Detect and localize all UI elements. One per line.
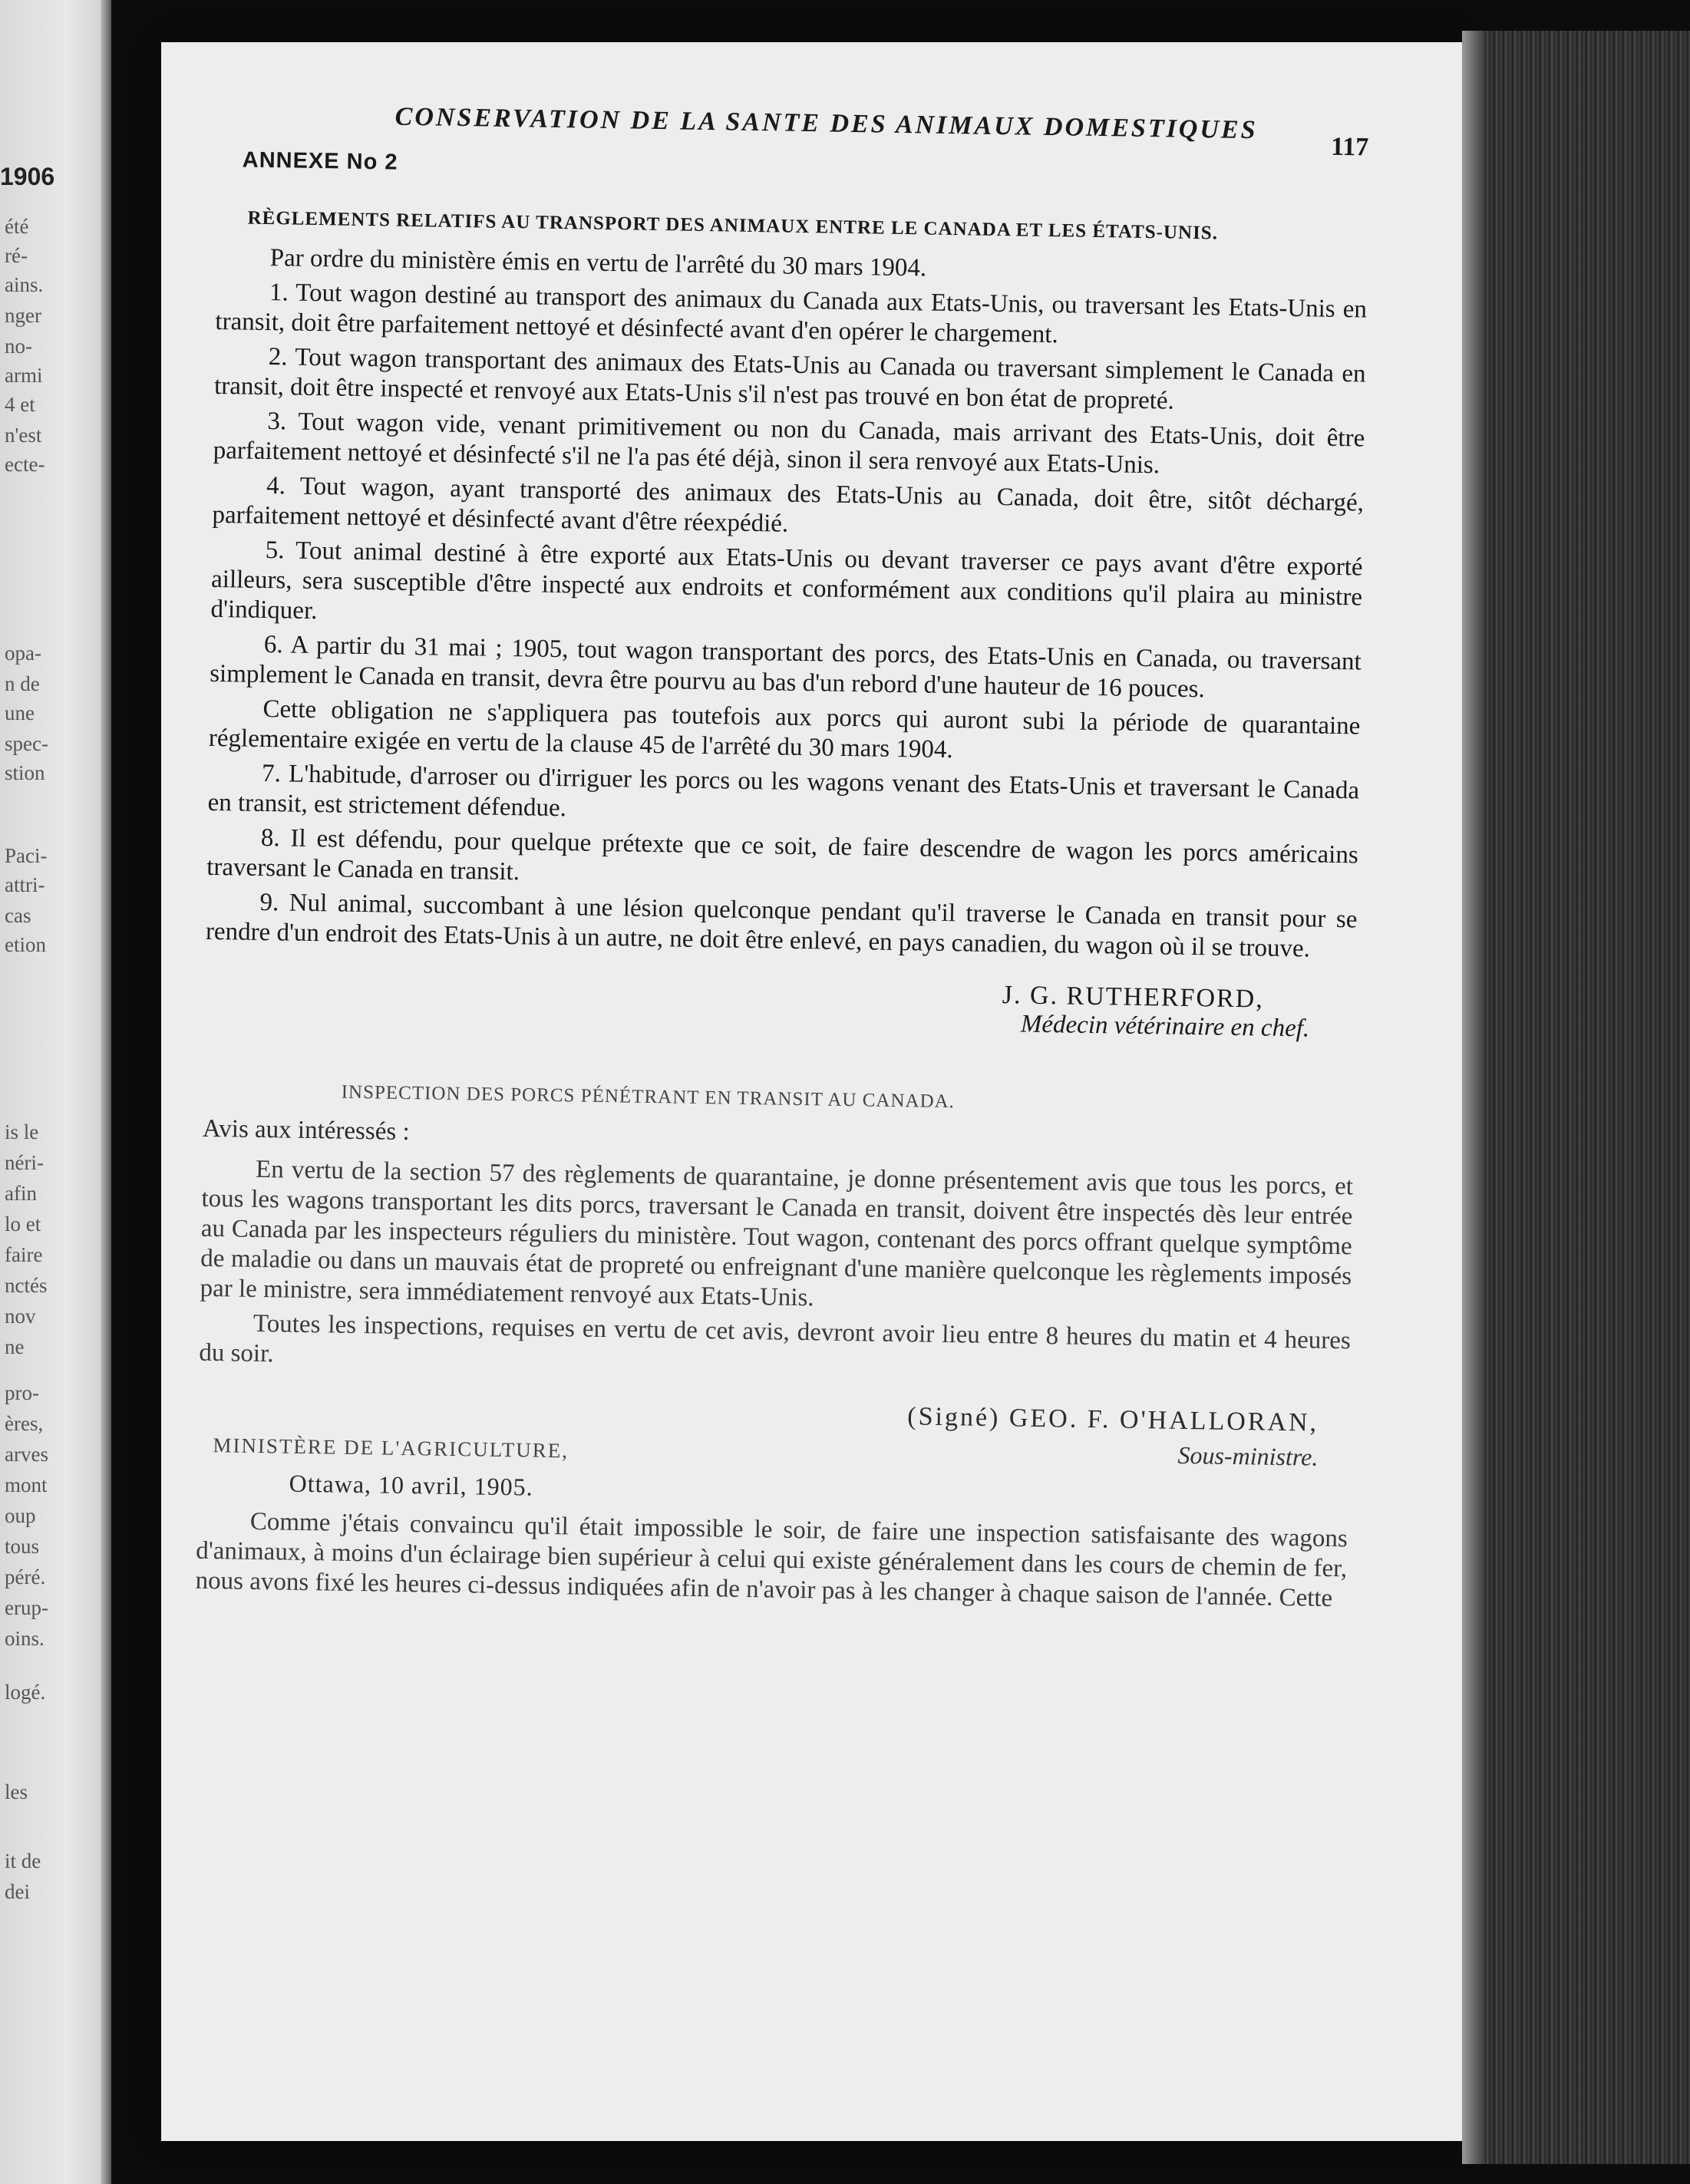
left-page-year: 1906 xyxy=(0,163,55,190)
left-page-fragment: n de xyxy=(5,672,40,695)
left-page-fragment: ré- xyxy=(5,244,28,267)
section-title-regulations: RÈGLEMENTS RELATIFS AU TRANSPORT DES ANIMAUX ENTRE LE CANADA ET LES ÉTATS-UNIS. xyxy=(247,207,1219,244)
regulation-paragraph: 3. Tout wagon vide, venant primitivement ou non du Canada, mais arrivant des Etats-Unis, doit être parfaitement nettoyé et désinfecté s'il ne l'a pas été déjà, sinon il sera renvoyé aux Etats-Unis. xyxy=(213,407,1365,480)
left-page-fragment: etion xyxy=(5,933,46,956)
left-page-fragment: ne xyxy=(5,1335,25,1358)
regulation-paragraph: 9. Nul animal, succombant à une lésion quelconque pendant qu'il traverse le Canada en transit pour se rendre d'un endroit des Etats-Unis à un autre, ne doit être enlevé, en pays canadien, du wagon où il se trouve. xyxy=(205,888,1358,963)
left-page-fragment: is le xyxy=(5,1120,39,1143)
page-content xyxy=(195,100,1370,1618)
inspection-paragraph: Toutes les inspections, requises en vertu de cet avis, devront avoir lieu entre 8 heures du matin et 4 heures du soir. xyxy=(199,1309,1352,1368)
book-gutter xyxy=(101,0,111,2184)
left-page-fragment: péré. xyxy=(5,1565,46,1589)
left-page-fragment: néri- xyxy=(5,1151,44,1174)
left-page-fragment: ecte- xyxy=(5,453,45,476)
regulation-paragraph: Par ordre du ministère émis en vertu de l'arrêté du 30 mars 1904. xyxy=(269,244,927,282)
left-page-fragment: it de xyxy=(5,1849,41,1872)
left-page xyxy=(0,0,111,2184)
left-page-fragment: oup xyxy=(5,1504,36,1527)
regulation-paragraph: 4. Tout wagon, ayant transporté des animaux des Etats-Unis au Canada, doit être, sitôt déchargé, parfaitement nettoyé et désinfecté avant d'être réexpédié. xyxy=(212,472,1365,538)
left-page-fragment: cas xyxy=(5,904,31,927)
left-page-fragment: lo et xyxy=(5,1212,41,1236)
left-page-fragment: attri- xyxy=(5,873,45,896)
left-page-fragment: tous xyxy=(5,1535,40,1558)
inspection-paragraph: En vertu de la section 57 des règlements de quarantaine, je donne présentement avis que tous les porcs, et tous les wagons transportant les dits porcs, traversant le Canada en transit, doivent être inspectés dès leur entrée au Canada par les inspecteurs réguliers du ministère. Tout wagon, contenant des porcs offrant quelque symptôme de maladie ou dans un mauvais état de propreté ou enfreignant d'une manière quelconque les règlements imposés par le ministre, sera immédiatement renvoyé aux Etats-Unis. xyxy=(200,1155,1354,1312)
section-title-inspection: INSPECTION DES PORCS PÉNÉTRANT EN TRANSIT AU CANADA. xyxy=(341,1081,956,1113)
left-page-fragment: logé. xyxy=(5,1681,46,1704)
left-page-fragment: arves xyxy=(5,1443,48,1466)
regulation-paragraph: 2. Tout wagon transportant des animaux des Etats-Unis au Canada ou traversant simplement le Canada en transit, doit être inspecté et renvoyé aux Etats-Unis s'il n'est pas trouvé en bon état de propreté. xyxy=(213,343,1366,415)
left-page-fragment: ères, xyxy=(5,1412,44,1435)
regulation-paragraph: Cette obligation ne s'appliquera pas toutefois aux porcs qui auront subi la période de quarantaine réglementaire exigée en vertu de la clause 45 de l'arrêté du 30 mars 1904. xyxy=(208,695,1361,764)
place-date: Ottawa, 10 avril, 1905. xyxy=(289,1469,533,1501)
left-page-fragment: erup- xyxy=(5,1596,48,1619)
signed-name: (Signé) GEO. F. O'HALLORAN, xyxy=(907,1402,1319,1437)
regulation-paragraph: 6. A partir du 31 mai ; 1905, tout wagon transportant des porcs, des Etats-Unis en Canada, ou traversant simplement le Canada en transit, devra être pourvu au bas d'un rebord d'une hauteur de 16 pouces. xyxy=(209,631,1362,704)
left-page-fragment: spec- xyxy=(5,732,48,755)
signed-title: Sous-ministre. xyxy=(1177,1440,1319,1471)
annexe-label: ANNEXE No 2 xyxy=(242,147,398,175)
left-page-fragment: mont xyxy=(5,1473,48,1496)
left-page-fragment: Paci- xyxy=(5,844,48,867)
regulation-paragraph: 5. Tout animal destiné à être exporté aux Etats-Unis ou devant traverser ce pays avant d'être exporté ailleurs, sera susceptible d'être inspecté aux endroits et conformément aux conditions qu'il plaira au ministre d'indiquer. xyxy=(210,536,1363,625)
left-page-fragment: ains. xyxy=(5,273,44,296)
running-title: CONSERVATION DE LA SANTE DES ANIMAUX DOMESTIQUES xyxy=(394,102,1258,145)
closing-paragraph: Comme j'étais convaincu qu'il était impossible le soir, de faire une inspection satisfaisante des wagons d'animaux, à moins d'un éclairage bien supérieur à celui qui existe généralement dans les cours de chemin de fer, nous avons fixé les heures ci-dessus indiquées afin de n'avoir pas à les changer à chaque saison de l'année. Cette xyxy=(195,1507,1348,1613)
left-page-fragment: oins. xyxy=(5,1627,45,1650)
regulations-body xyxy=(206,242,1368,965)
ministry-name: MINISTÈRE DE L'AGRICULTURE, xyxy=(213,1433,569,1463)
left-page-fragment: pro- xyxy=(5,1381,39,1404)
page-number: 117 xyxy=(1330,132,1369,162)
left-page-fragment: stion xyxy=(5,761,45,784)
regulation-paragraph: 1. Tout wagon destiné au transport des animaux du Canada aux Etats-Unis, ou traversant les Etats-Unis en transit, doit être parfaitement nettoyé et désinfecté avant d'en opérer le chargement. xyxy=(215,279,1368,349)
left-page-fragment: nger xyxy=(5,304,41,327)
signature-title: Médecin vétérinaire en chef. xyxy=(1020,1010,1310,1043)
signature-name: J. G. RUTHERFORD, xyxy=(1002,981,1265,1014)
inspection-body xyxy=(199,1154,1353,1387)
left-page-fragment: été xyxy=(5,215,29,238)
signature-block xyxy=(196,1391,1349,1525)
book-page-edges xyxy=(1462,31,1690,2164)
left-page-fragment: dei xyxy=(5,1880,30,1903)
left-page-fragment: les xyxy=(5,1780,28,1803)
left-page-fragment: no- xyxy=(5,335,32,358)
left-page-fragment: opa- xyxy=(5,642,41,665)
left-page-fragment: armi xyxy=(5,364,43,387)
regulation-paragraph: 8. Il est défendu, pour quelque prétexte que ce soit, de faire descendre de wagon les porcs américains traversant le Canada en transit. xyxy=(206,823,1359,886)
left-page-fragment: nov xyxy=(5,1305,36,1328)
page-edge-highlight xyxy=(1462,31,1485,2164)
left-page-fragment: faire xyxy=(5,1243,43,1266)
notice-heading: Avis aux intéressés : xyxy=(202,1114,410,1146)
left-page-fragment: nctés xyxy=(5,1274,48,1297)
left-page-fragment: afin xyxy=(5,1182,37,1205)
left-page-fragment: une xyxy=(5,701,35,724)
regulation-paragraph: 7. L'habitude, d'arroser ou d'irriguer les porcs ou les wagons venant des Etats-Unis et traversant le Canada en transit, est strictement défendue. xyxy=(207,759,1360,823)
left-page-fragment: 4 et xyxy=(5,393,35,416)
left-page-fragment: n'est xyxy=(5,424,42,447)
